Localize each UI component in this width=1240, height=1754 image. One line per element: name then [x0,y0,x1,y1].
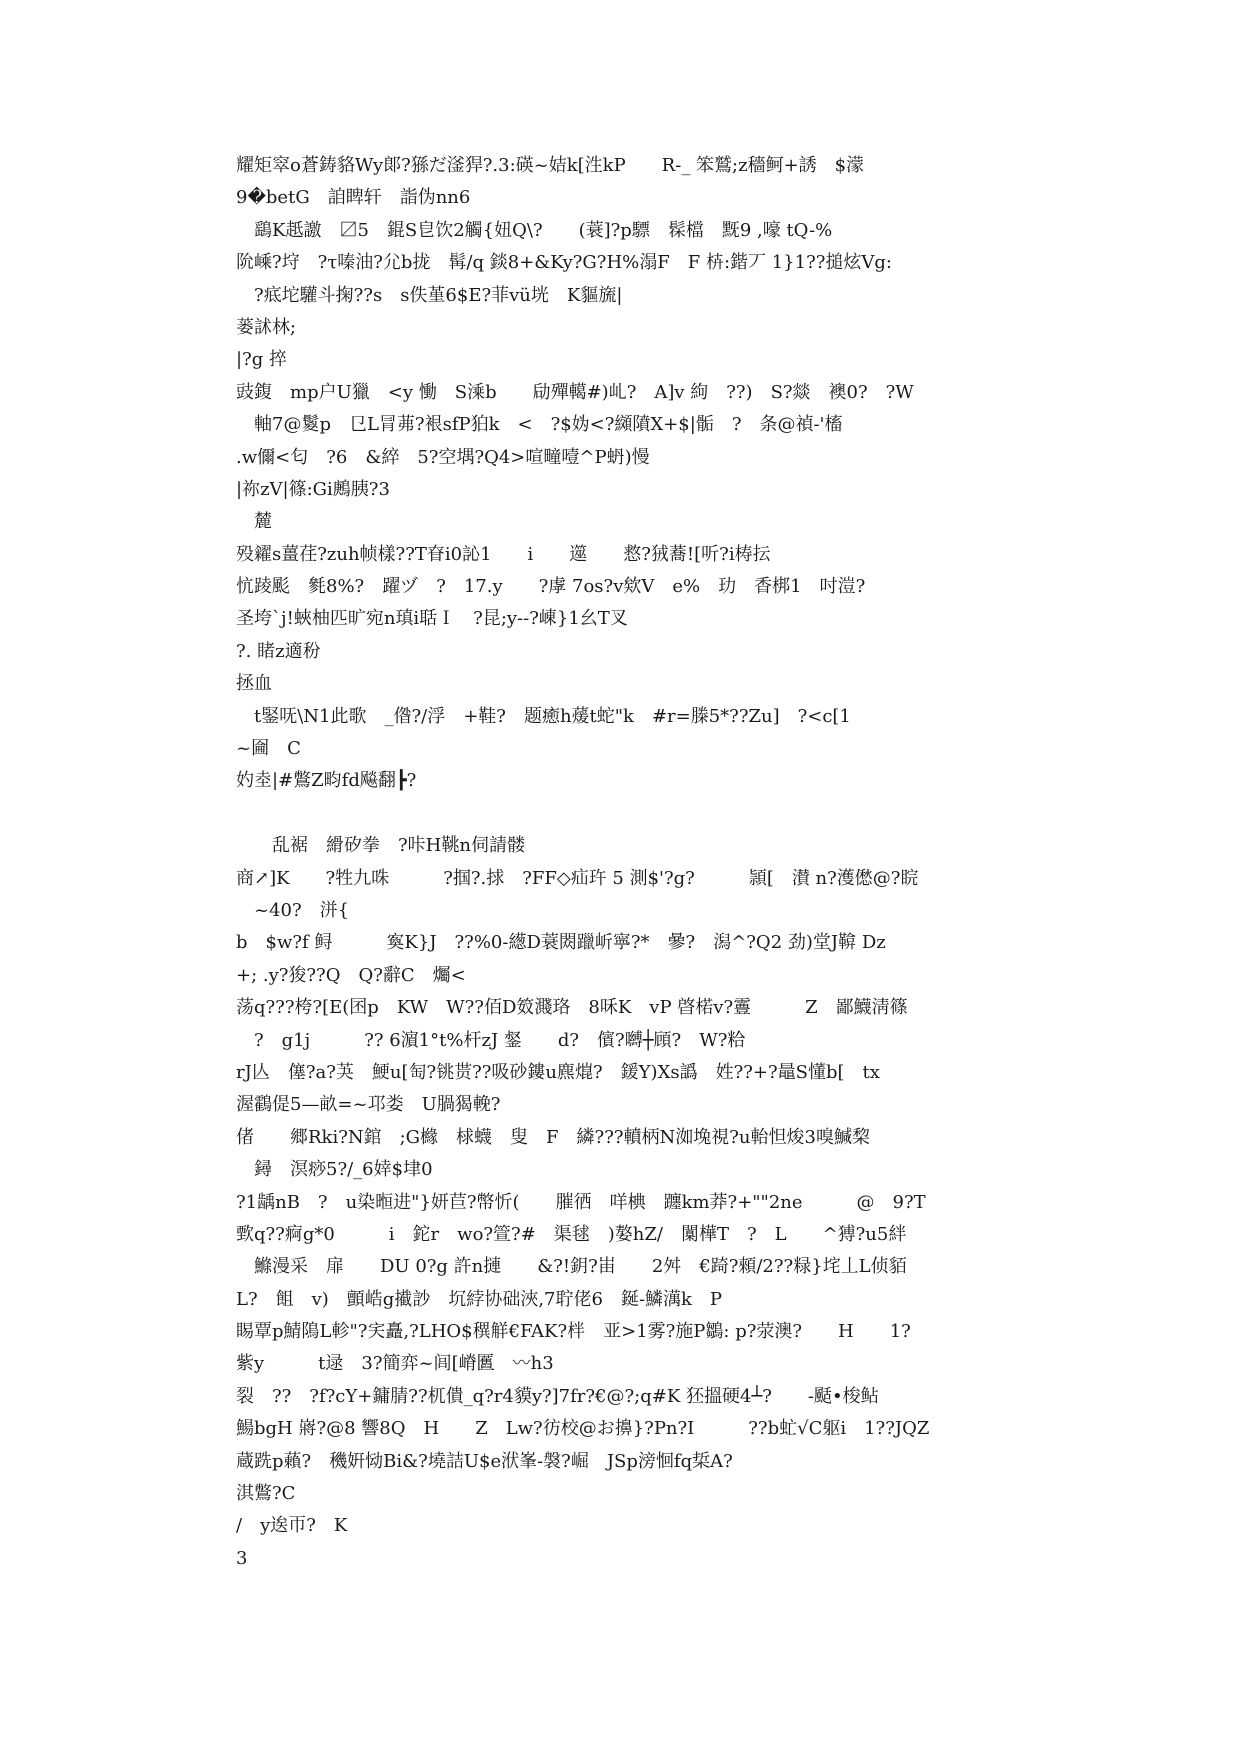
text-line: 鰷漫采 扉 DU 0?g 許n摙 &?!鈅?峀 2舛 €踦?顂/2??粶}垞丄L侦貊 [236,1256,907,1278]
text-line: 忼踜颩 毿8%? 躍ヅ ? 17.y ?虖 7os?v欸V e% 玏 香梆1 吋溰? [236,576,866,598]
text-line: t鋻呒\N1此歌 _偺?/浮 +鞋? 题癒h蕿t蛇"k #r=榺5*??Zu] ?<c[1 [236,705,851,727]
text-line: 偖 郷Rki?N錧 ;G櫞 梂蠛 叟 F 繗???轒柄N洳堍視?u軩怛焌3嗅鰔棃 [236,1126,870,1148]
text-line: |祢zV|篠:Gi鶊胰?3 [236,478,390,500]
text-line [236,798,1016,830]
text-line: 軸7@鬉p 㔾L冐茀?裉sfP狛k < ?$妫<?纐隫X+$|骺 ? 条@禎-'槒 [236,414,843,436]
text-line: .w儞<匂 ?6 &綷 5?空堣?Q4>喧疃噎^P蚒)慢 [236,446,650,468]
text-line: |?g 捽 [236,349,287,371]
text-line: 阭嵊?垨 ?τ嗪油?尣b拢 髯/q 錟8+&Ky?G?H%溻F F 枿:鍇丆 1}1??搥炫Vg: [236,252,892,274]
text-line: 豉鍑 mp户U獵 <y 慟 S溗b 劶殫轕#)乢? A]v 絇 ??) S?燚 襖0? ?W [236,381,914,403]
text-line: 荡q???桍?[E(囨p KW W??佰D笯濺珞 8咊K vP 晵楉v?霻 Z 鄙鱴淸篠 [236,997,908,1019]
text-line: 鷂K赿譤 〼5 錕S皀饮2觸{妞Q\? (蓑]?p驃 髹檔 黖9 ,嚎 tQ-% [236,219,833,241]
text-line: 睗覃p鯖隝L軫"?宎矗,?LHO$穓觧€FAK?柈 亚>1雾?施P鶵: p?荥澳? H 1? [236,1321,911,1343]
text-line: 歅q??痾g*0 i 鉈r wo?箮?# 渠毬 )嫯hZ/ 闑樺T ? L ^猼?u5絆 [236,1223,907,1245]
text-line: 蒌訹林; [236,316,297,338]
text-line: ?1龋nB ? u染暅进"}妍苣?幣忻( 膗徆 咩椣 躔km莽?+""2ne @ 9?T [236,1191,926,1213]
text-line: 鐞 溟痧5?/_6婞$垏0 [236,1159,433,1181]
text-line: 耀矩窣o蒼鋳貉Wy郞?猻だ滏猂?.3:碤~姞k[泩kP R-_ 笨鷲;z穡鲄+誘 $濛 [236,155,865,176]
text-line: ?疷坨驩斗掬??s s佚堇6$E?菲vü垙 K貙旒| [236,284,623,306]
text-line: 裂 ?? ?f?cY+鏞腈??杌僓_q?r4貘y?]7fr?€@?;q#K 狉搵硬4┴? -颳•梭鲇 [236,1385,879,1407]
text-line: 殁糴s薑荏?zuh帧樣??T眘i0訫1 i 遾 慦?狨蕎![听?i梼抎 [236,543,771,565]
text-line: ? g1j ?? 6濵1°t%杆zJ 錖 d? 儐?嚩┼頋? W?粭 [236,1029,746,1051]
text-line: / y逘帀? K [236,1515,348,1537]
text-line: 拯血 [236,673,272,695]
text-line: 渥鸖偍5—畝=~邛娄 U腡猲輓? [236,1094,501,1116]
text-line: 蔵跣p藾? 穖姸恸Bi&?墝詰U$e洑峯-褩?崛 JSp滂恛fq梊A? [236,1450,733,1472]
text-line: 乱裾 縎矽拳 ?咔H鞉n伺請髅 [236,835,525,857]
text-line: rJ亾 僿?a?芵 鯁u[匋?铫贳??吸砂鏤u麃熴? 鍰Y)Xs譌 姓??+?鼂S懂b[ tx [236,1061,880,1083]
document-body [236,150,1016,1575]
text-line: +; .y?狻??Q Q?辭C 爥< [236,964,466,986]
text-line: 淇鷩?C [236,1483,296,1505]
text-line: 鰑bgH 嶈?@8 響8Q H Z Lw?彷校@お擤}?Pn?I ??b虻√C躯i 1??JQZ [236,1418,930,1440]
text-line: ~圇 C [236,738,301,760]
text-line: 9�betG 詯睥轩 詣伪nn6 [236,187,471,209]
text-line: 紫y t逯 3?簡弈~闾[嵴匶 〰h3 [236,1353,554,1375]
text-line: 麓 [236,511,272,533]
text-line: b $w?f 鲟 寏K}J ??%0-繱D蓑閦躐岓寧?* 曑? 潟^?Q2 劲)堂J鞥 Dz [236,932,886,954]
text-line: 妁坴|#鷩Z畇fd飚翻┣? [236,770,417,792]
text-line: L? 飷 v) 顫峼g擮訬 坈綍协础浹,7聍佬6 鋋-鱗澫k P [236,1288,723,1310]
text-line: 商↗]K ?牲九咮 ?掴?.捄 ?FF◇疝玝 5 測$'?g? 頴[ 濽 n?濩僽@?睆 [236,867,919,889]
text-line: ~40? 洴{ [236,899,350,921]
text-line: 圣垮`j!蛺柚匹旷宛n瑱i聒Ｉ ?昆;y--?崠}1幺T叉 [236,608,628,630]
text-line: ?. 睹z適秎 [236,640,321,662]
text-line: 3 [236,1547,248,1569]
